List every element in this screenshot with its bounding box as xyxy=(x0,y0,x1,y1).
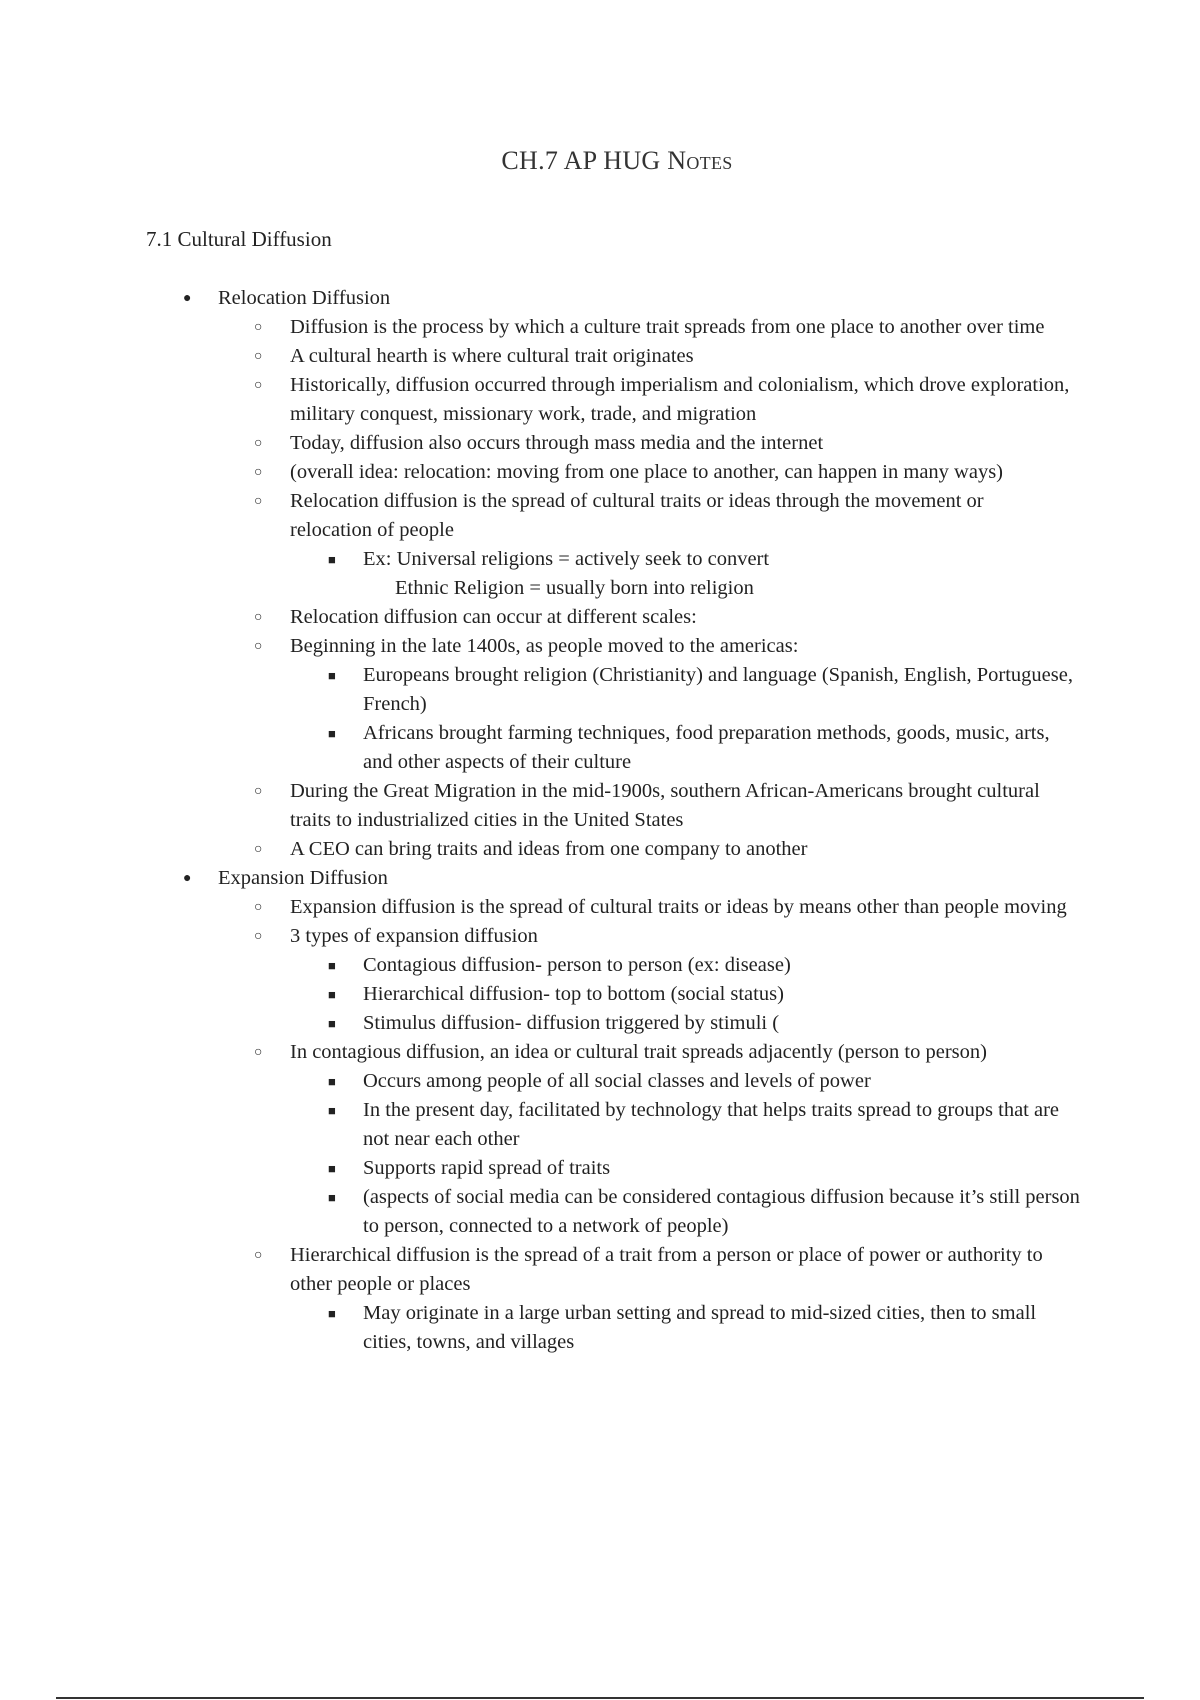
circle-bullet-icon: ○ xyxy=(254,900,263,915)
square-bullet-icon: ■ xyxy=(328,1306,336,1321)
sub-point-text: Ex: Universal religions = actively seek to convert xyxy=(363,548,770,570)
circle-bullet-icon: ○ xyxy=(254,929,263,944)
circle-bullet-icon: ○ xyxy=(254,465,263,480)
sub-point-text: (aspects of social media can be considered contagious diffusion because it’s still person to person, connected to a network of people) xyxy=(363,1186,1080,1237)
sub-point-text: May originate in a large urban setting and spread to mid-sized cities, then to small cities, towns, and villages xyxy=(363,1302,1037,1353)
point-text: Historically, diffusion occurred through imperialism and colonialism, which drove exploration, military conquest, missionary work, trade, and migration xyxy=(290,374,1070,425)
list-item xyxy=(254,458,1200,487)
point-text: A CEO can bring traits and ideas from one company to another xyxy=(290,838,808,860)
outline-topic xyxy=(0,864,1200,1357)
sub-points xyxy=(290,661,1200,777)
outline-topic xyxy=(0,284,1200,864)
point-text: In contagious diffusion, an idea or cultural trait spreads adjacently (person to person) xyxy=(290,1041,987,1063)
list-item xyxy=(254,487,1200,603)
list-item xyxy=(254,835,1200,864)
point-text: Today, diffusion also occurs through mass media and the internet xyxy=(290,432,824,454)
list-item xyxy=(254,313,1200,342)
circle-bullet-icon: ○ xyxy=(254,378,263,393)
circle-bullet-icon: ○ xyxy=(254,610,263,625)
square-bullet-icon: ■ xyxy=(328,1161,336,1176)
point-text: (overall idea: relocation: moving from one place to another, can happen in many ways) xyxy=(290,461,1004,483)
sub-point-text: Occurs among people of all social classes and levels of power xyxy=(363,1070,871,1092)
square-bullet-icon: ■ xyxy=(328,552,336,567)
circle-bullet-icon: ○ xyxy=(254,784,263,799)
circle-bullet-icon: ○ xyxy=(254,320,263,335)
dot-bullet-icon: ● xyxy=(183,291,192,306)
sub-list-item xyxy=(328,1096,1200,1154)
sub-points xyxy=(290,1299,1200,1357)
sub-point-text: Stimulus diffusion- diffusion triggered by stimuli ( xyxy=(363,1012,780,1034)
topic-points xyxy=(218,313,1200,864)
sub-list-item xyxy=(328,719,1200,777)
point-text: Expansion diffusion is the spread of cultural traits or ideas by means other than people moving xyxy=(290,896,1067,918)
point-text: Beginning in the late 1400s, as people moved to the americas: xyxy=(290,635,799,657)
point-text: Relocation diffusion is the spread of cultural traits or ideas through the movement or relocation of people xyxy=(290,490,984,541)
square-bullet-icon: ■ xyxy=(328,987,336,1002)
list-item xyxy=(254,429,1200,458)
sub-list-item xyxy=(328,1154,1200,1183)
list-item xyxy=(254,893,1200,922)
document-title: CH.7 AP HUG Notes xyxy=(501,146,733,175)
sub-list-item xyxy=(328,1067,1200,1096)
square-bullet-icon: ■ xyxy=(328,726,336,741)
point-text: Hierarchical diffusion is the spread of a trait from a person or place of power or authority to other people or places xyxy=(290,1244,1043,1295)
list-item xyxy=(254,777,1200,835)
circle-bullet-icon: ○ xyxy=(254,639,263,654)
outline-list xyxy=(0,284,1200,1357)
sub-point-text: Contagious diffusion- person to person (ex: disease) xyxy=(363,954,791,976)
sub-list-item xyxy=(328,661,1200,719)
sub-list-item xyxy=(328,545,1200,603)
list-item xyxy=(254,922,1200,1038)
sub-point-text: Europeans brought religion (Christianity) and language (Spanish, English, Portuguese, French) xyxy=(363,664,1073,715)
list-item xyxy=(254,342,1200,371)
sub-list-item xyxy=(328,1299,1200,1357)
list-item xyxy=(254,1038,1200,1241)
list-item xyxy=(254,603,1200,632)
list-item xyxy=(254,371,1200,429)
circle-bullet-icon: ○ xyxy=(254,436,263,451)
point-text: Diffusion is the process by which a culture trait spreads from one place to another over time xyxy=(290,316,1045,338)
sub-list-item xyxy=(328,951,1200,980)
circle-bullet-icon: ○ xyxy=(254,1248,263,1263)
point-text: During the Great Migration in the mid-1900s, southern African-Americans brought cultural traits to industrialized cities in the United States xyxy=(290,780,1040,831)
sub-point-text: In the present day, facilitated by technology that helps traits spread to groups that are not near each other xyxy=(363,1099,1060,1150)
circle-bullet-icon: ○ xyxy=(254,349,263,364)
section-heading: 7.1 Cultural Diffusion xyxy=(146,227,332,251)
square-bullet-icon: ■ xyxy=(328,668,336,683)
footer-divider xyxy=(56,1697,1144,1699)
sub-points xyxy=(290,1067,1200,1241)
sub-point-text: Africans brought farming techniques, food preparation methods, goods, music, arts, and other aspects of their culture xyxy=(363,722,1050,773)
topic-label: Relocation Diffusion xyxy=(218,287,391,309)
dot-bullet-icon: ● xyxy=(183,871,192,886)
topic-points xyxy=(218,893,1200,1357)
square-bullet-icon: ■ xyxy=(328,1016,336,1031)
sub-points xyxy=(290,545,1200,603)
sub-points xyxy=(290,951,1200,1038)
sub-point-continuation: Ethnic Religion = usually born into religion xyxy=(395,577,754,599)
square-bullet-icon: ■ xyxy=(328,1074,336,1089)
circle-bullet-icon: ○ xyxy=(254,1045,263,1060)
topic-label: Expansion Diffusion xyxy=(218,867,388,889)
sub-list-item xyxy=(328,1183,1200,1241)
list-item xyxy=(254,632,1200,777)
point-text: 3 types of expansion diffusion xyxy=(290,925,538,947)
point-text: Relocation diffusion can occur at different scales: xyxy=(290,606,697,628)
notes-outline xyxy=(0,284,1200,1357)
square-bullet-icon: ■ xyxy=(328,1190,336,1205)
sub-list-item xyxy=(328,980,1200,1009)
sub-point-text: Supports rapid spread of traits xyxy=(363,1157,611,1179)
square-bullet-icon: ■ xyxy=(328,1103,336,1118)
sub-point-text: Hierarchical diffusion- top to bottom (social status) xyxy=(363,983,784,1005)
list-item xyxy=(254,1241,1200,1357)
circle-bullet-icon: ○ xyxy=(254,842,263,857)
square-bullet-icon: ■ xyxy=(328,958,336,973)
sub-list-item xyxy=(328,1009,1200,1038)
circle-bullet-icon: ○ xyxy=(254,494,263,509)
point-text: A cultural hearth is where cultural trait originates xyxy=(290,345,694,367)
